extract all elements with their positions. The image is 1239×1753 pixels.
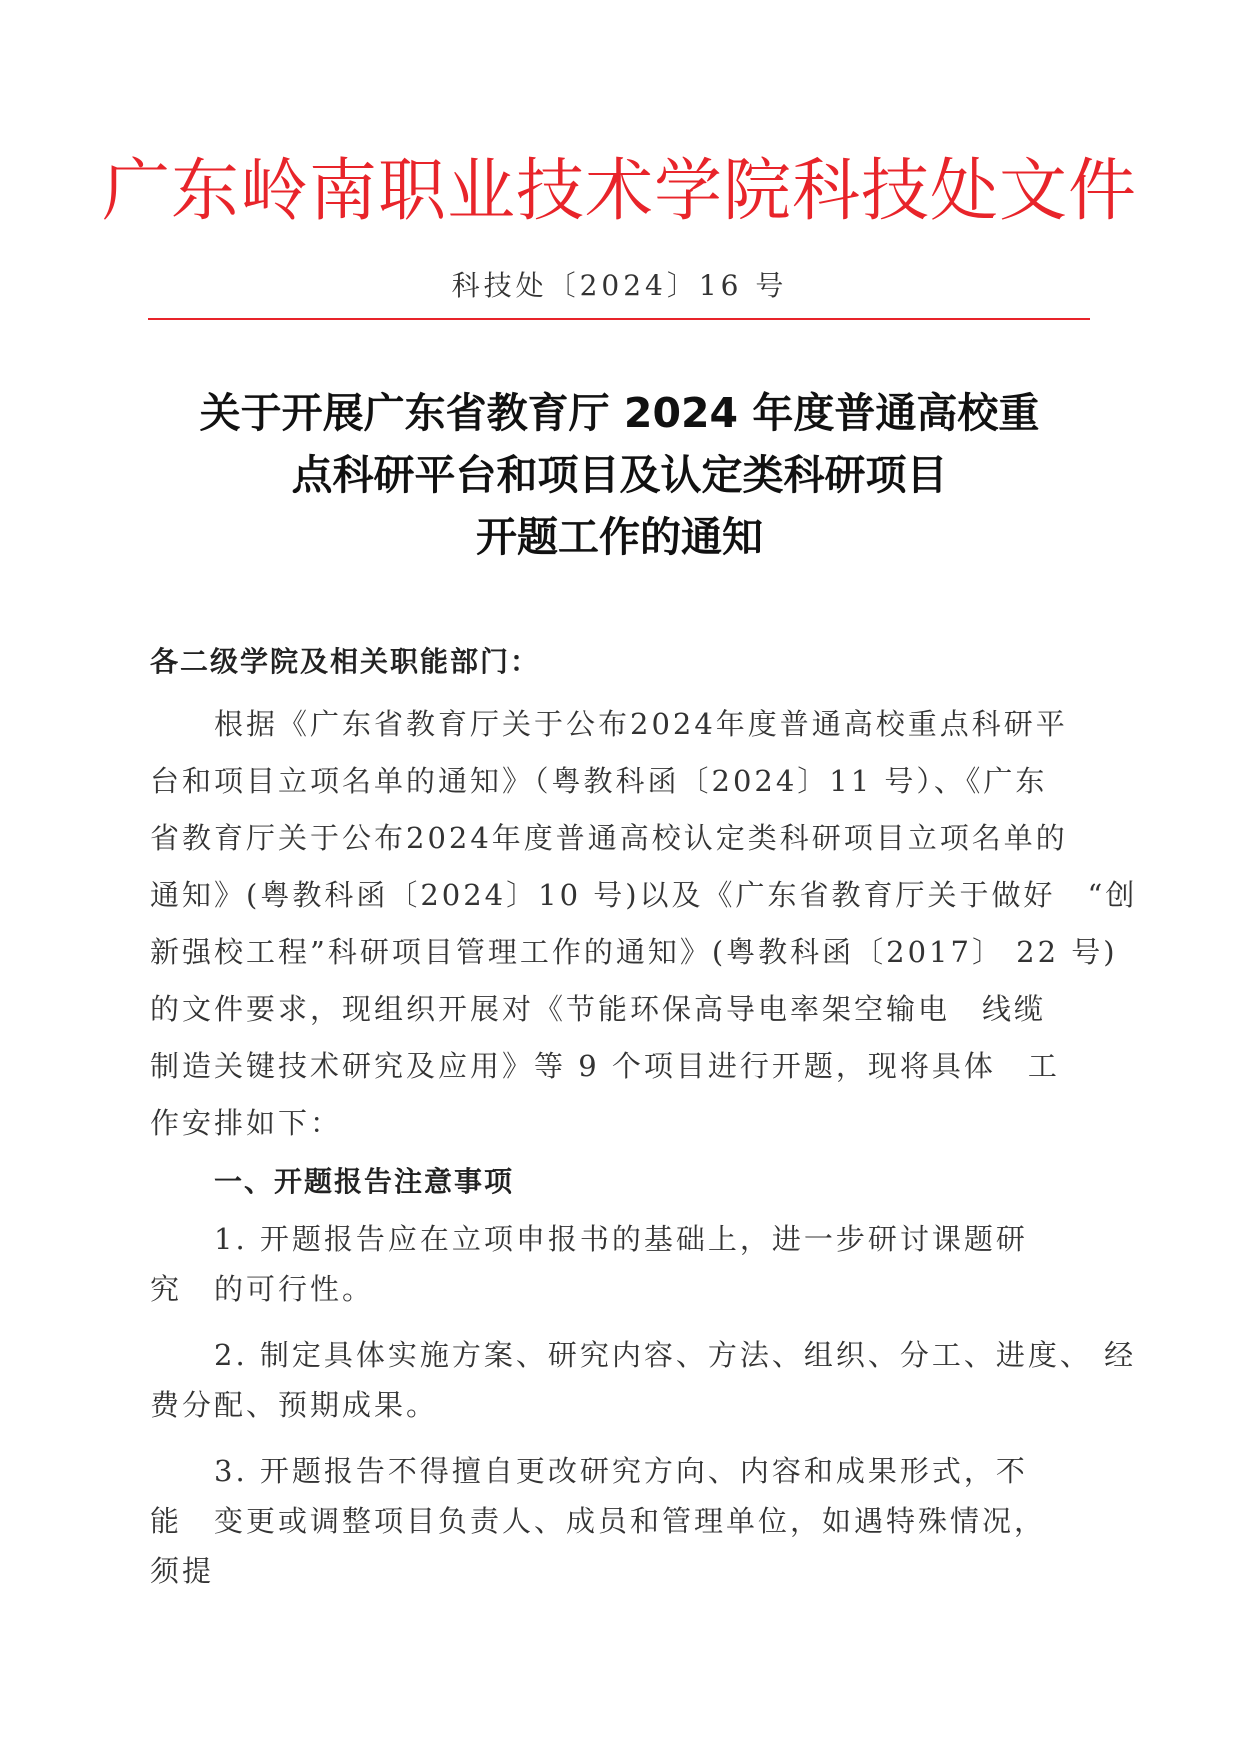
org-title: 广东岭南职业技术学院科技处文件 — [101, 152, 1137, 231]
paragraph-line: 省教育厅关于公布2024年度普通高校认定类科研项目立项名单的 — [150, 821, 1068, 855]
notice-title-line: 开题工作的通知 — [476, 513, 763, 561]
paragraph-line: 台和项目立项名单的通知》（粤教科函〔2024〕11 号）、《广东 — [150, 764, 1048, 798]
red-divider — [148, 318, 1090, 320]
paragraph-line: 根据《广东省教育厅关于公布2024年度普通高校重点科研平 — [150, 707, 1068, 741]
list-item — [150, 1446, 1095, 1596]
paragraph-line: 的文件要求，现组织开展对《节能环保高导电率架空输电 线缆 — [150, 992, 1047, 1026]
intro-paragraph — [150, 696, 1138, 1152]
paragraph-line: 通知》(粤教科函〔2024〕10 号)以及《广东省教育厅关于做好 “创 — [150, 878, 1138, 912]
list-item — [150, 1330, 1137, 1430]
section-heading: 一、开题报告注意事项 — [214, 1165, 515, 1198]
item-line: 1. 开题报告应在立项申报书的基础上，进一步研讨课题研 — [150, 1222, 1028, 1256]
notice-title — [120, 382, 1119, 568]
item-line: 须提 — [150, 1554, 215, 1588]
item-line: 2. 制定具体实施方案、研究内容、方法、组织、分工、进度、 经 — [150, 1338, 1137, 1372]
item-line: 费分配、预期成果。 — [150, 1388, 439, 1422]
list-item — [150, 1214, 1095, 1314]
document-number: 科技处〔2024〕16 号 — [451, 269, 788, 302]
item-line: 究 的可行性。 — [150, 1272, 375, 1306]
notice-title-line: 关于开展广东省教育厅 2024 年度普通高校重 — [199, 389, 1040, 437]
paragraph-line: 新强校工程”科研项目管理工作的通知》(粤教科函〔2017〕 22 号) — [150, 935, 1118, 969]
item-line: 能 变更或调整项目负责人、成员和管理单位，如遇特殊情况， — [150, 1504, 1047, 1538]
notice-title-line: 点科研平台和项目及认定类科研项目 — [291, 451, 948, 499]
item-line: 3. 开题报告不得擅自更改研究方向、内容和成果形式，不 — [150, 1454, 1028, 1488]
paragraph-line: 作安排如下： — [150, 1106, 343, 1140]
paragraph-line: 制造关键技术研究及应用》等 9 个项目进行开题，现将具体 工 — [150, 1049, 1060, 1083]
salutation: 各二级学院及相关职能部门： — [150, 645, 541, 678]
